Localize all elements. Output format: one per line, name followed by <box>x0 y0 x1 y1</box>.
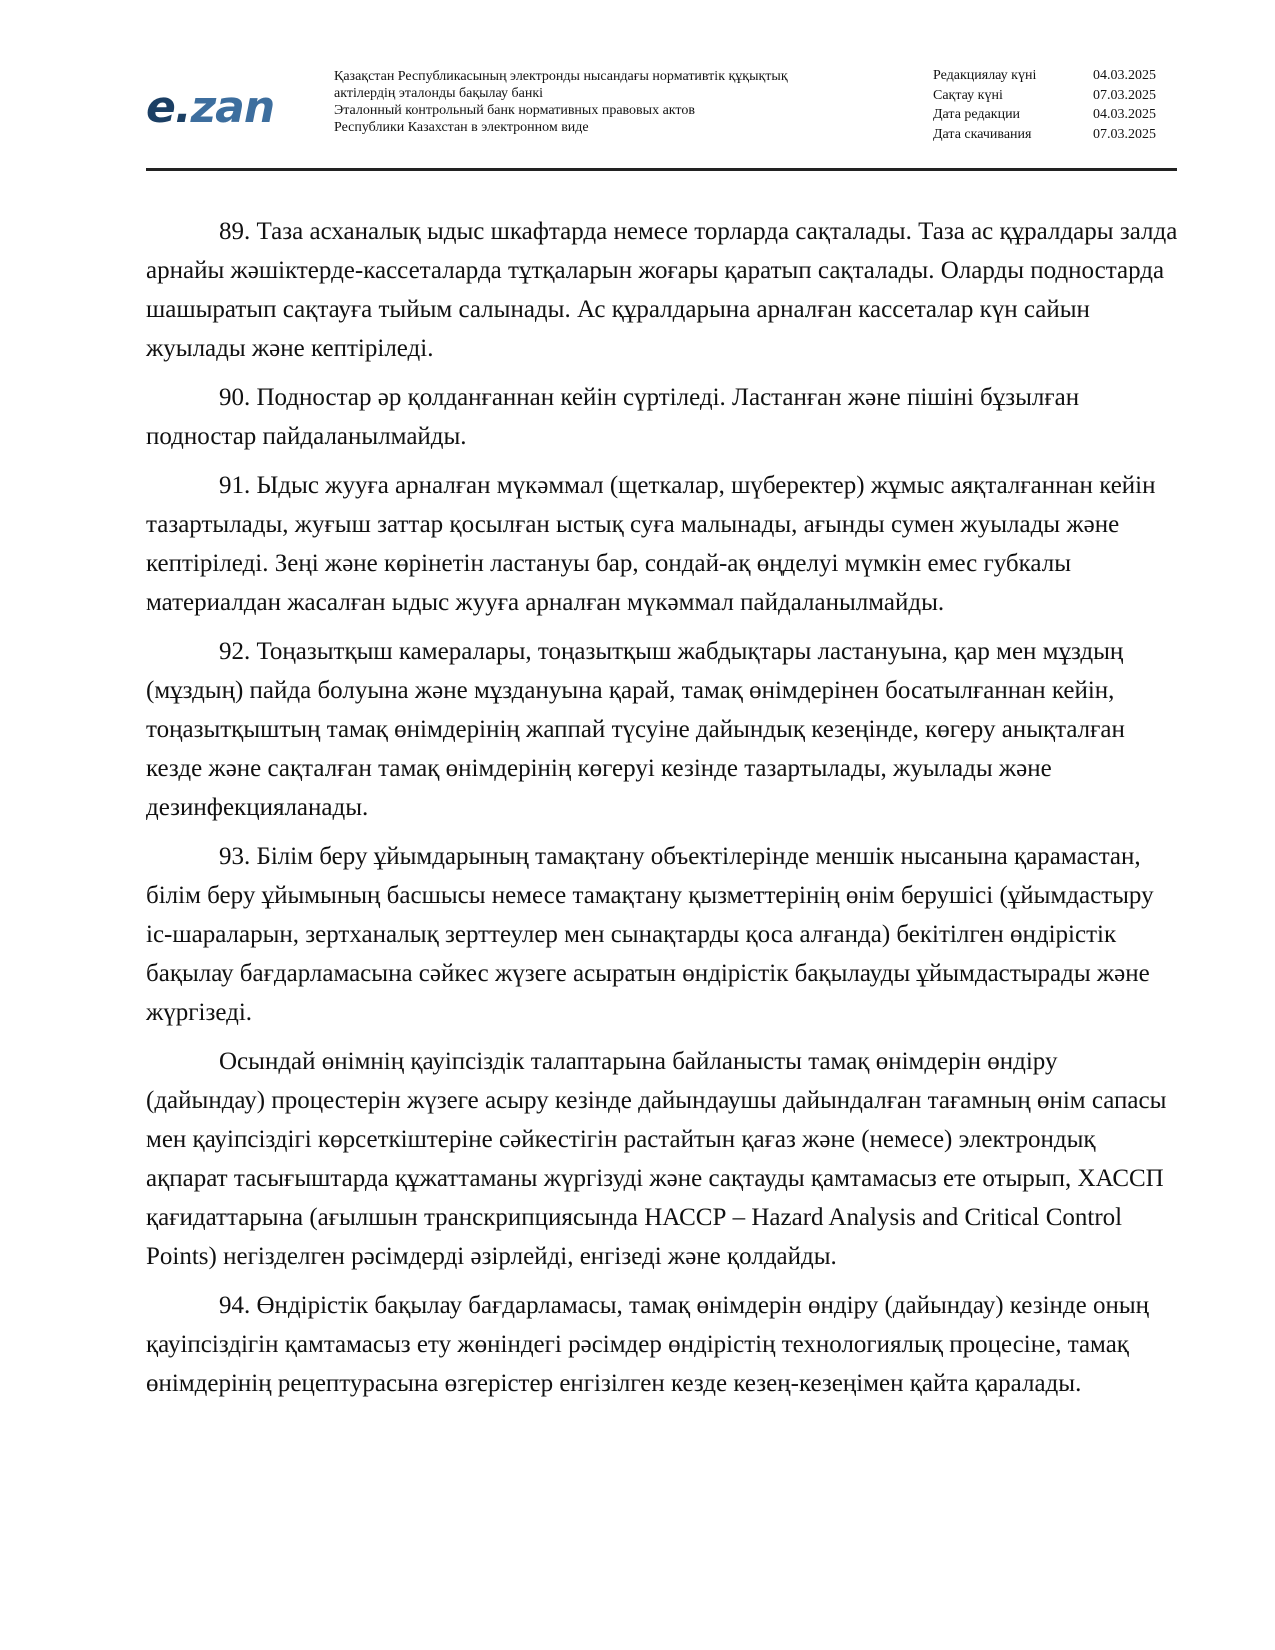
paragraph-89: 89. Таза асханалық ыдыс шкафтарда немесе торларда сақталады. Таза ас құралдары залда арнайы жәшіктерде-кассеталарда тұтқаларын жоғары қаратып сақталады. Оларды подностарда шашыратып сақтауға тыйым салынады. Ас құралдарына арналған кассеталар күн сайын жуылады және кептіріледі. <box>146 218 1178 362</box>
logo-text-e: e. <box>146 82 191 133</box>
header-title-line: Қазақстан Республикасының электронды нысандағы нормативтік құқықтық <box>334 69 788 84</box>
meta-row-download-date-ru <box>933 125 1193 145</box>
header-meta <box>933 66 1193 144</box>
paragraph-92: 92. Тоңазытқыш камералары, тоңазытқыш жабдықтары ластануына, қар мен мұздың (мұздың) пайда болуына және мұздануына қарай, тамақ өнімдерінен босатылғаннан кейін, тоңазытқыштың тамақ өнімдерінің жаппай түсуіне дайындық кезеңінде, көгеру анықталған кезде және сақталған тамақ өнімдерінің көгеруі кезінде тазартылады, жуылады және дезинфекцияланады. <box>146 638 1125 821</box>
meta-label: Дата редакции <box>933 107 1021 122</box>
paragraph-90: 90. Подностар әр қолданғаннан кейін сүртіледі. Ластанған және пішіні бұзылған подностар пайдаланылмайды. <box>146 384 1080 450</box>
meta-value: 04.03.2025 <box>1093 68 1156 83</box>
header-divider <box>146 168 1177 171</box>
paragraph-94: 94. Өндірістік бақылау бағдарламасы, тамақ өнімдерін өндіру (дайындау) кезінде оның қауіпсіздігін қамтамасыз ету жөніндегі рәсімдер өндірістің технологиялық процесіне, тамақ өнімдерінің рецептурасына өзгерістер енгізілген кезде кезең-кезеңімен қайта қаралады. <box>146 1292 1150 1397</box>
paragraph-91: 91. Ыдыс жууға арналған мүкәммал (щеткалар, шүберектер) жұмыс аяқталғаннан кейін тазартылады, жуғыш заттар қосылған ыстық суға малынады, ағынды сумен жуылады және кептіріледі. Зеңі және көрінетін ластануы бар, сондай-ақ өңделуі мүмкін емес губкалы материалдан жасалған ыдыс жууға арналған мүкәммал пайдаланылмайды. <box>146 472 1156 616</box>
header-title-line: Эталонный контрольный банк нормативных правовых актов <box>334 103 695 118</box>
meta-label: Сақтау күні <box>933 87 1003 103</box>
header-title-line: актілердің эталонды бақылау банкі <box>334 86 544 101</box>
paragraph-haccp: Осындай өнімнің қауіпсіздік талаптарына байланысты тамақ өнімдерін өндіру (дайындау) процестерін жүзеге асыру кезінде дайындаушы дайындалған тағамның өнім сапасы мен қауіпсіздігі көрсеткіштеріне сәйкестігін растайтын қағаз және (немесе) электрондық ақпарат тасығыштарда құжаттаманы жүргізуді және сақтауды қамтамасыз ете отырып, ХАССП қағидаттарына (ағылшын транскрипциясында НАССР – Hazard Analysis and Critical Control Points) негізделген рәсімдерді әзірлейді, енгізеді және қолдайды. <box>146 1048 1167 1270</box>
meta-value: 07.03.2025 <box>1093 87 1156 103</box>
page-header <box>146 66 1176 164</box>
header-title-line: Республики Казахстан в электронном виде <box>334 120 589 135</box>
meta-row-edit-date-kz <box>933 66 1193 86</box>
ezan-logo <box>146 76 296 136</box>
meta-label: Дата скачивания <box>933 126 1032 142</box>
meta-row-save-date-kz <box>933 86 1193 106</box>
meta-value: 04.03.2025 <box>1093 107 1156 122</box>
header-title <box>334 68 894 136</box>
svg-text:e.zan <box>146 82 274 133</box>
meta-label: Редакциялау күні <box>933 68 1037 83</box>
paragraph-93: 93. Білім беру ұйымдарының тамақтану объектілерінде меншік нысанына қарамастан, білім беру ұйымының басшысы немесе тамақтану қызметтерінің өнім берушісі (ұйымдастыру іс-шараларын, зертханалық зерттеулер мен сынақтарды қоса алғанда) бекітілген өндірістік бақылау бағдарламасына сәйкес жүзеге асыратын өндірістік бақылауды ұйымдастырады және жүргізеді. <box>146 843 1154 1026</box>
meta-row-edit-date-ru <box>933 105 1193 125</box>
document-body <box>146 212 1178 1413</box>
meta-value: 07.03.2025 <box>1093 126 1156 142</box>
logo-text-rest: zan <box>190 82 275 133</box>
